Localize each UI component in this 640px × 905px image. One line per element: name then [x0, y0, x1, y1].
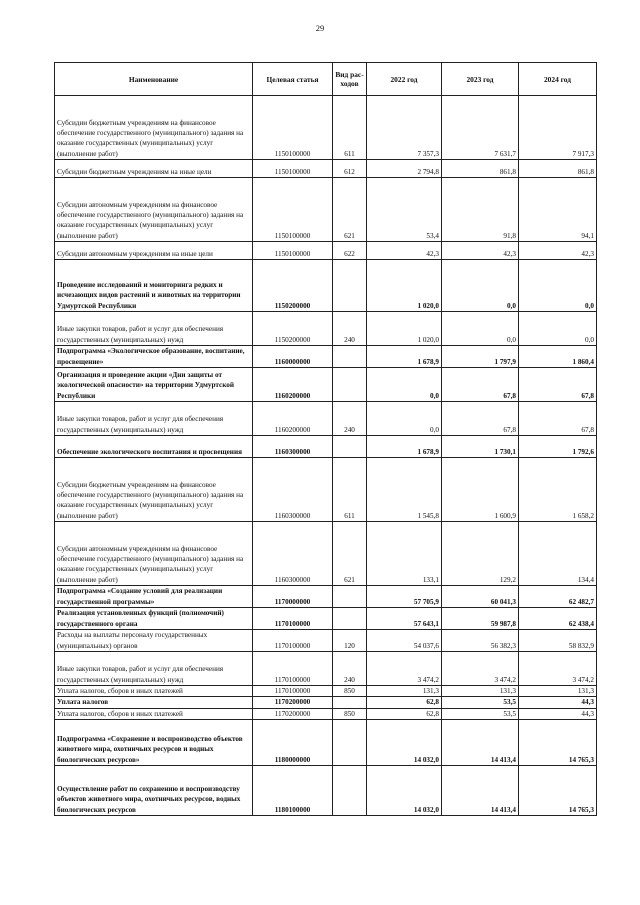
row-value-2022: 14 032,0: [367, 765, 442, 815]
row-code: 1150100000: [253, 96, 333, 160]
row-expense-type: 850: [333, 708, 367, 719]
page-number: 29: [315, 23, 325, 33]
row-value-2023: 3 474,2: [442, 652, 519, 686]
row-value-2023: 60 041,3: [442, 586, 519, 608]
row-expense-type: 240: [333, 312, 367, 346]
row-name: Иные закупки товаров, работ и услуг для обеспечения государственных (муниципальных) нужд: [55, 652, 253, 686]
row-expense-type: 621: [333, 522, 367, 586]
table-row: [55, 242, 597, 260]
row-expense-type: 621: [333, 178, 367, 242]
table-row: [55, 402, 597, 436]
row-value-2023: 59 987,8: [442, 608, 519, 630]
row-code: 1150100000: [253, 160, 333, 178]
row-value-2024: 14 765,3: [519, 765, 597, 815]
row-value-2022: 14 032,0: [367, 719, 442, 765]
row-code: 1150100000: [253, 178, 333, 242]
row-value-2022: 7 357,3: [367, 96, 442, 160]
row-expense-type: 850: [333, 686, 367, 697]
table-row: [55, 630, 597, 652]
row-expense-type: 240: [333, 402, 367, 436]
row-expense-type: [333, 368, 367, 402]
row-value-2023: 14 413,4: [442, 719, 519, 765]
row-name: Обеспечение экологического воспитания и просвещения: [55, 436, 253, 458]
row-code: 1170000000: [253, 586, 333, 608]
row-expense-type: [333, 697, 367, 708]
row-name: Подпрограмма «Экологическое образование, воспитание, просвещение»: [55, 346, 253, 368]
row-code: 1170100000: [253, 608, 333, 630]
table-row: [55, 522, 597, 586]
row-value-2022: 1 678,9: [367, 436, 442, 458]
row-code: 1160200000: [253, 368, 333, 402]
row-value-2022: 0,0: [367, 402, 442, 436]
row-value-2024: 861,8: [519, 160, 597, 178]
row-code: 1150200000: [253, 312, 333, 346]
row-value-2024: 134,4: [519, 522, 597, 586]
table-row: [55, 697, 597, 708]
row-code: 1170200000: [253, 697, 333, 708]
row-name: Уплата налогов, сборов и иных платежей: [55, 708, 253, 719]
budget-table: [54, 62, 597, 816]
row-value-2022: 57 643,1: [367, 608, 442, 630]
row-name: Субсидии автономным учреждениям на финансовое обеспечение государственного (муниципального) задания на оказание государственных (муниципальных) услуг (выполнение работ): [55, 522, 253, 586]
row-code: 1180100000: [253, 765, 333, 815]
row-expense-type: 622: [333, 242, 367, 260]
row-expense-type: 240: [333, 652, 367, 686]
row-expense-type: [333, 346, 367, 368]
row-expense-type: [333, 608, 367, 630]
row-value-2024: 44,3: [519, 697, 597, 708]
row-value-2023: 53,5: [442, 697, 519, 708]
table-row: [55, 765, 597, 815]
row-name: Уплата налогов, сборов и иных платежей: [55, 686, 253, 697]
row-expense-type: [333, 436, 367, 458]
row-name: Проведение исследований и мониторинга редких и исчезающих видов растений и животных на территории Удмуртской Республики: [55, 260, 253, 312]
table-row: [55, 178, 597, 242]
row-expense-type: 120: [333, 630, 367, 652]
row-expense-type: 611: [333, 458, 367, 522]
table-row: [55, 458, 597, 522]
row-value-2024: 14 765,3: [519, 719, 597, 765]
table-row: [55, 436, 597, 458]
row-value-2023: 0,0: [442, 312, 519, 346]
row-value-2024: 94,1: [519, 178, 597, 242]
row-name: Реализация установленных функций (полномочий) государственного органа: [55, 608, 253, 630]
row-value-2023: 861,8: [442, 160, 519, 178]
row-value-2022: 42,3: [367, 242, 442, 260]
row-value-2023: 67,8: [442, 368, 519, 402]
row-name: Подпрограмма «Сохранение и воспроизводство объектов животного мира, охотничьих ресурсов и водных биологических ресурсов»: [55, 719, 253, 765]
row-value-2022: 131,3: [367, 686, 442, 697]
row-value-2022: 53,4: [367, 178, 442, 242]
row-name: Уплата налогов: [55, 697, 253, 708]
row-value-2024: 44,3: [519, 708, 597, 719]
row-value-2024: 1 658,2: [519, 458, 597, 522]
header-code: Целевая статья: [253, 63, 333, 96]
row-value-2022: 1 020,0: [367, 260, 442, 312]
row-value-2024: 67,8: [519, 368, 597, 402]
row-value-2024: 67,8: [519, 402, 597, 436]
row-name: Организация и проведение акции «Дни защиты от экологической опасности» на территории Удмуртской Республики: [55, 368, 253, 402]
row-expense-type: 612: [333, 160, 367, 178]
row-value-2023: 0,0: [442, 260, 519, 312]
row-name: Подпрограмма «Создание условий для реализации государственной программы»: [55, 586, 253, 608]
row-value-2023: 53,5: [442, 708, 519, 719]
row-name: Субсидии автономным учреждениям на финансовое обеспечение государственного (муниципального) задания на оказание государственных (муниципальных) услуг (выполнение работ): [55, 178, 253, 242]
row-value-2024: 62 438,4: [519, 608, 597, 630]
table-row: [55, 368, 597, 402]
row-value-2024: 7 917,3: [519, 96, 597, 160]
row-value-2024: 1 792,6: [519, 436, 597, 458]
row-name: Осуществление работ по сохранению и воспроизводству объектов животного мира, охотничьих ресурсов, водных биологических ресурсов: [55, 765, 253, 815]
header-name: Наименование: [55, 63, 253, 96]
row-value-2022: 1 678,9: [367, 346, 442, 368]
row-code: 1170200000: [253, 708, 333, 719]
header-2024: 2024 год: [519, 63, 597, 96]
row-code: 1150100000: [253, 242, 333, 260]
row-value-2024: 0,0: [519, 260, 597, 312]
row-value-2023: 1 600,9: [442, 458, 519, 522]
table-header-row: [55, 63, 597, 96]
row-value-2023: 129,2: [442, 522, 519, 586]
table-row: [55, 312, 597, 346]
row-value-2023: 67,8: [442, 402, 519, 436]
row-value-2024: 131,3: [519, 686, 597, 697]
row-value-2022: 1 020,0: [367, 312, 442, 346]
table-row: [55, 586, 597, 608]
row-value-2023: 131,3: [442, 686, 519, 697]
table-row: [55, 719, 597, 765]
row-value-2022: 133,1: [367, 522, 442, 586]
row-value-2022: 1 545,8: [367, 458, 442, 522]
row-expense-type: [333, 260, 367, 312]
row-name: Субсидии автономным учреждениям на иные цели: [55, 242, 253, 260]
row-value-2022: 54 037,6: [367, 630, 442, 652]
row-code: 1170100000: [253, 652, 333, 686]
row-value-2023: 91,8: [442, 178, 519, 242]
row-code: 1160200000: [253, 402, 333, 436]
table-row: [55, 346, 597, 368]
row-code: 1160300000: [253, 458, 333, 522]
row-value-2023: 42,3: [442, 242, 519, 260]
row-expense-type: 611: [333, 96, 367, 160]
row-value-2024: 0,0: [519, 312, 597, 346]
row-value-2022: 57 705,9: [367, 586, 442, 608]
row-value-2022: 0,0: [367, 368, 442, 402]
table-row: [55, 608, 597, 630]
row-code: 1170100000: [253, 630, 333, 652]
row-value-2022: 62,8: [367, 708, 442, 719]
row-name: Иные закупки товаров, работ и услуг для обеспечения государственных (муниципальных) нужд: [55, 402, 253, 436]
row-name: Субсидии бюджетным учреждениям на иные цели: [55, 160, 253, 178]
row-value-2024: 3 474,2: [519, 652, 597, 686]
header-2023: 2023 год: [442, 63, 519, 96]
row-name: Субсидии бюджетным учреждениям на финансовое обеспечение государственного (муниципального) задания на оказание государственных (муниципальных) услуг (выполнение работ): [55, 96, 253, 160]
row-code: 1160000000: [253, 346, 333, 368]
table-row: [55, 652, 597, 686]
table-row: [55, 686, 597, 697]
row-expense-type: [333, 765, 367, 815]
row-value-2024: 58 832,9: [519, 630, 597, 652]
table-row: [55, 160, 597, 178]
table-row: [55, 96, 597, 160]
row-name: Расходы на выплаты персоналу государственных (муниципальных) органов: [55, 630, 253, 652]
row-value-2024: 42,3: [519, 242, 597, 260]
row-code: 1150200000: [253, 260, 333, 312]
row-code: 1170100000: [253, 686, 333, 697]
row-value-2023: 56 382,3: [442, 630, 519, 652]
row-name: Иные закупки товаров, работ и услуг для обеспечения государственных (муниципальных) нужд: [55, 312, 253, 346]
row-code: 1180000000: [253, 719, 333, 765]
row-value-2023: 1 797,9: [442, 346, 519, 368]
row-value-2023: 1 730,1: [442, 436, 519, 458]
row-value-2023: 7 631,7: [442, 96, 519, 160]
row-expense-type: [333, 586, 367, 608]
row-code: 1160300000: [253, 522, 333, 586]
row-code: 1160300000: [253, 436, 333, 458]
row-value-2023: 14 413,4: [442, 765, 519, 815]
row-expense-type: [333, 719, 367, 765]
row-name: Субсидии бюджетным учреждениям на финансовое обеспечение государственного (муниципального) задания на оказание государственных (муниципальных) услуг (выполнение работ): [55, 458, 253, 522]
row-value-2022: 62,8: [367, 697, 442, 708]
row-value-2022: 2 794,8: [367, 160, 442, 178]
row-value-2022: 3 474,2: [367, 652, 442, 686]
table-row: [55, 260, 597, 312]
header-expense-type: Вид рас- ходов: [333, 63, 367, 96]
row-value-2024: 62 482,7: [519, 586, 597, 608]
row-value-2024: 1 860,4: [519, 346, 597, 368]
header-2022: 2022 год: [367, 63, 442, 96]
table-row: [55, 708, 597, 719]
